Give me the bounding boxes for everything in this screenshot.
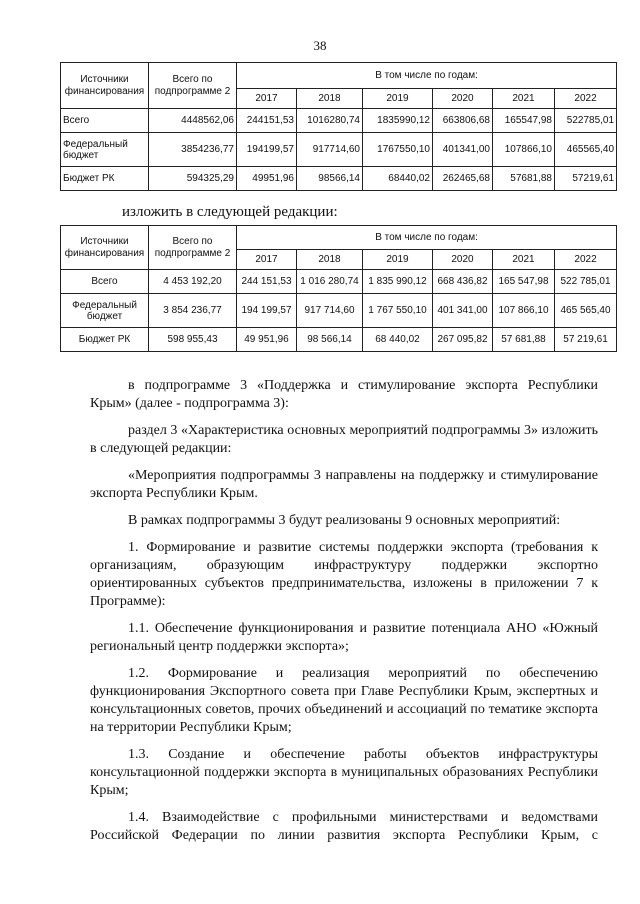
page-number: 38	[313, 38, 327, 53]
cell: 165 547,98	[493, 270, 555, 294]
paragraph: раздел 3 «Характеристика основных мероприятий подпрограммы 3» изложить в следующей редакции:	[90, 423, 598, 456]
cell: 49 951,96	[237, 328, 297, 352]
row-total: 594325,29	[149, 167, 237, 191]
table-row	[61, 109, 617, 133]
header-total: Всего по подпрограмме 2	[149, 226, 237, 270]
header-by-years: В том числе по годам:	[237, 226, 617, 250]
header-year: 2017	[237, 89, 297, 109]
cell: 522 785,01	[555, 270, 617, 294]
financing-table-new	[60, 225, 617, 352]
cell: 401 341,00	[433, 294, 493, 328]
cell: 98 566,14	[297, 328, 363, 352]
header-year: 2021	[493, 89, 555, 109]
table-row	[61, 167, 617, 191]
header-year: 2018	[297, 89, 363, 109]
row-total: 4448562,06	[149, 109, 237, 133]
paragraph: 1.3. Создание и обеспечение работы объектов инфраструктуры консультационной поддержки экспорта в муниципальных образованиях Республики Крым;	[90, 747, 598, 798]
paragraph: в подпрограмме 3 «Поддержка и стимулирование экспорта Республики Крым» (далее - подпрограмма 3):	[90, 378, 598, 411]
row-source: Бюджет РК	[61, 328, 149, 352]
paragraph: 1.2. Формирование и реализация мероприятий по обеспечению функционирования Экспортного совета при Главе Республики Крым, экспертных и консультационных советов, прочих объединений и ассоциаций по тематике экспорта на территории Республики Крым;	[90, 666, 598, 735]
cell: 68 440,02	[363, 328, 433, 352]
header-year: 2021	[493, 250, 555, 270]
paragraph: 1.4. Взаимодействие с профильными министерствами и ведомствами Российской Федерации по линии развития экспорта Республики Крым, с	[90, 810, 598, 843]
row-total: 4 453 192,20	[149, 270, 237, 294]
row-source: Бюджет РК	[61, 167, 149, 191]
cell: 1767550,10	[363, 133, 433, 167]
cell: 57 219,61	[555, 328, 617, 352]
cell: 401341,00	[433, 133, 493, 167]
cell: 267 095,82	[433, 328, 493, 352]
cell: 194 199,57	[237, 294, 297, 328]
cell: 522785,01	[555, 109, 617, 133]
cell: 1016280,74	[297, 109, 363, 133]
intro-text: изложить в следующей редакции:	[122, 204, 338, 220]
table-row	[61, 133, 617, 167]
cell: 57681,88	[493, 167, 555, 191]
row-total: 3854236,77	[149, 133, 237, 167]
cell: 107866,10	[493, 133, 555, 167]
cell: 57 681,88	[493, 328, 555, 352]
cell: 57219,61	[555, 167, 617, 191]
row-source: Федеральный бюджет	[61, 133, 149, 167]
row-source: Всего	[61, 270, 149, 294]
table-row	[61, 328, 617, 352]
header-source: Источники финансирования	[61, 63, 149, 109]
table-row	[61, 270, 617, 294]
cell: 244 151,53	[237, 270, 297, 294]
row-source: Всего	[61, 109, 149, 133]
cell: 244151,53	[237, 109, 297, 133]
header-year: 2017	[237, 250, 297, 270]
financing-table-old	[60, 62, 617, 191]
header-year: 2022	[555, 89, 617, 109]
cell: 98566,14	[297, 167, 363, 191]
cell: 49951,96	[237, 167, 297, 191]
paragraph: 1. Формирование и развитие системы поддержки экспорта (требования к организациям, образующим инфраструктуру поддержки экспортно ориентированных субъектов предпринимательства, изложены в приложении 7 к Программе):	[90, 540, 598, 609]
paragraph: 1.1. Обеспечение функционирования и развитие потенциала АНО «Южный региональный центр поддержки экспорта»;	[90, 621, 598, 654]
header-source: Источники финансирования	[61, 226, 149, 270]
paragraph: В рамках подпрограммы 3 будут реализованы 9 основных мероприятий:	[128, 513, 561, 528]
header-year: 2020	[433, 250, 493, 270]
cell: 663806,68	[433, 109, 493, 133]
cell: 465 565,40	[555, 294, 617, 328]
document-body	[90, 377, 598, 854]
cell: 165547,98	[493, 109, 555, 133]
cell: 107 866,10	[493, 294, 555, 328]
cell: 262465,68	[433, 167, 493, 191]
header-year: 2020	[433, 89, 493, 109]
cell: 1 835 990,12	[363, 270, 433, 294]
row-total: 3 854 236,77	[149, 294, 237, 328]
cell: 917 714,60	[297, 294, 363, 328]
header-total: Всего по подпрограмме 2	[149, 63, 237, 109]
row-source: Федеральный бюджет	[61, 294, 149, 328]
header-year: 2022	[555, 250, 617, 270]
header-by-years: В том числе по годам:	[237, 63, 617, 89]
row-total: 598 955,43	[149, 328, 237, 352]
header-year: 2019	[363, 250, 433, 270]
table-row	[61, 294, 617, 328]
cell: 668 436,82	[433, 270, 493, 294]
header-year: 2019	[363, 89, 433, 109]
cell: 917714,60	[297, 133, 363, 167]
cell: 465565,40	[555, 133, 617, 167]
header-year: 2018	[297, 250, 363, 270]
cell: 194199,57	[237, 133, 297, 167]
cell: 1 767 550,10	[363, 294, 433, 328]
cell: 68440,02	[363, 167, 433, 191]
paragraph: «Мероприятия подпрограммы 3 направлены на поддержку и стимулирование экспорта Республики Крым.	[90, 468, 598, 501]
cell: 1 016 280,74	[297, 270, 363, 294]
cell: 1835990,12	[363, 109, 433, 133]
